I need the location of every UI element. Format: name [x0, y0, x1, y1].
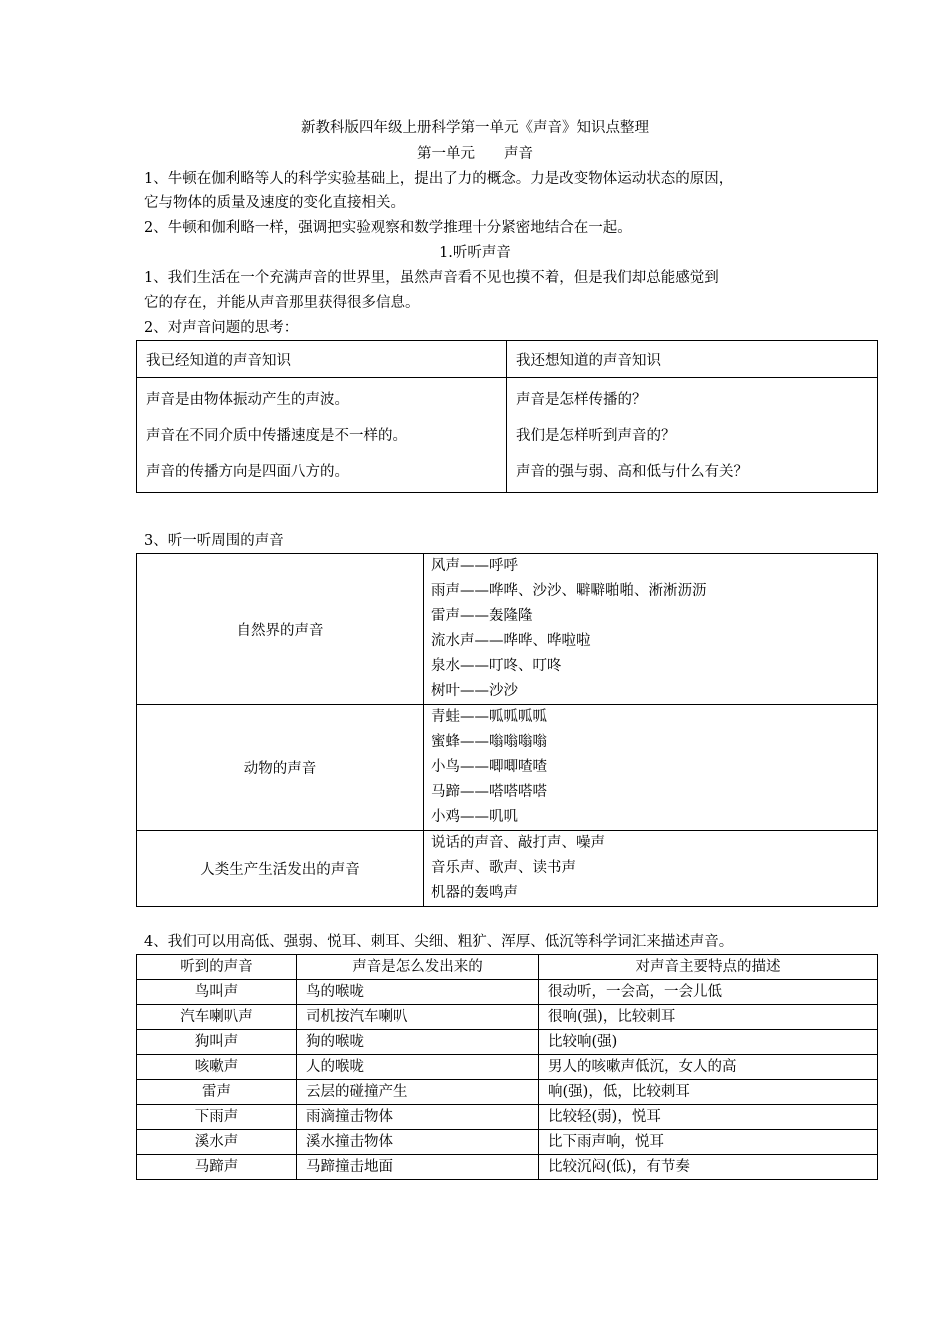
table-header-row [137, 341, 878, 378]
sound-feature-cell: 很响(强)，比较刺耳 [539, 1005, 878, 1030]
sound-name-cell: 咳嗽声 [137, 1055, 297, 1080]
table-row [137, 831, 878, 907]
para1-line-1: 1、我们生活在一个充满声音的世界里，虽然声音看不见也摸不着，但是我们却总能感觉到 [144, 270, 719, 286]
header-heard-sound: 听到的声音 [137, 955, 297, 980]
list-item: 蜜蜂——嗡嗡嗡嗡 [431, 734, 547, 750]
known-item: 声音是由物体振动产生的声波。 [146, 392, 349, 408]
list-item: 马蹄——嗒嗒嗒嗒 [431, 784, 547, 800]
sound-description-table [136, 954, 878, 1180]
known-item: 声音的传播方向是四面八方的。 [146, 464, 349, 480]
sound-name-cell: 下雨声 [137, 1105, 297, 1130]
table-row [137, 554, 878, 705]
table-row [137, 378, 878, 493]
list-item: 音乐声、歌声、读书声 [431, 860, 576, 876]
sound-feature-cell: 比较沉闷(低)，有节奏 [539, 1155, 878, 1180]
document-title: 新教科版四年级上册科学第一单元《声音》知识点整理 [301, 120, 649, 136]
list-item: 泉水——叮咚、叮咚 [431, 658, 562, 674]
sound-source-cell: 溪水撞击物体 [297, 1130, 539, 1155]
sound-feature-cell: 比较轻(弱)，悦耳 [539, 1105, 878, 1130]
header-description: 对声音主要特点的描述 [539, 955, 878, 980]
intro-line-2: 它与物体的质量及速度的变化直接相关。 [144, 195, 405, 211]
want-item: 我们是怎样听到声音的？ [516, 428, 676, 444]
known-cell [137, 378, 507, 493]
items-cell [424, 554, 878, 705]
para4: 4、我们可以用高低、强弱、悦耳、刺耳、尖细、粗犷、浑厚、低沉等科学词汇来描述声音。 [144, 934, 734, 950]
known-item: 声音在不同介质中传播速度是不一样的。 [146, 428, 407, 444]
sound-feature-cell: 男人的咳嗽声低沉，女人的高 [539, 1055, 878, 1080]
list-item: 雷声——轰隆隆 [431, 608, 533, 624]
list-item: 说话的声音、敲打声、噪声 [431, 835, 605, 851]
table-row [137, 705, 878, 831]
list-item: 风声——呼呼 [431, 558, 518, 574]
want-item: 声音是怎样传播的？ [516, 392, 647, 408]
header-want: 我还想知道的声音知识 [507, 341, 878, 378]
category-cell: 动物的声音 [137, 705, 424, 831]
para1-line-2: 它的存在，并能从声音那里获得很多信息。 [144, 295, 420, 311]
header-how-produced: 声音是怎么发出来的 [297, 955, 539, 980]
sound-feature-cell: 很动听，一会高，一会儿低 [539, 980, 878, 1005]
sound-name-cell: 雷声 [137, 1080, 297, 1105]
list-item: 流水声——哗哗、哗啦啦 [431, 633, 591, 649]
list-item: 小鸡——叽叽 [431, 809, 518, 825]
want-item: 声音的强与弱、高和低与什么有关？ [516, 464, 748, 480]
list-item: 小鸟——唧唧喳喳 [431, 759, 547, 775]
table-row [137, 1130, 878, 1155]
sound-feature-cell: 比下雨声响，悦耳 [539, 1130, 878, 1155]
table-row [137, 1155, 878, 1180]
list-item: 机器的轰鸣声 [431, 885, 518, 901]
sound-source-cell: 人的喉咙 [297, 1055, 539, 1080]
want-cell [507, 378, 878, 493]
sound-knowledge-table [136, 340, 878, 493]
sound-source-cell: 马蹄撞击地面 [297, 1155, 539, 1180]
category-cell: 人类生产生活发出的声音 [137, 831, 424, 907]
table-row [137, 1055, 878, 1080]
table-row [137, 1080, 878, 1105]
sound-name-cell: 汽车喇叭声 [137, 1005, 297, 1030]
table-row [137, 1105, 878, 1130]
sound-source-cell: 雨滴撞击物体 [297, 1105, 539, 1130]
list-item: 雨声——哗哗、沙沙、噼噼啪啪、淅淅沥沥 [431, 583, 707, 599]
sound-name-cell: 溪水声 [137, 1130, 297, 1155]
sound-feature-cell: 响(强)，低，比较刺耳 [539, 1080, 878, 1105]
unit-title: 第一单元 声音 [417, 146, 533, 162]
list-item: 青蛙——呱呱呱呱 [431, 709, 547, 725]
sound-source-cell: 云层的碰撞产生 [297, 1080, 539, 1105]
sound-source-cell: 狗的喉咙 [297, 1030, 539, 1055]
sound-source-cell: 鸟的喉咙 [297, 980, 539, 1005]
intro-line-1: 1、牛顿在伽利略等人的科学实验基础上，提出了力的概念。力是改变物体运动状态的原因， [144, 171, 734, 187]
table-row [137, 1005, 878, 1030]
list-item: 树叶——沙沙 [431, 683, 518, 699]
para3: 3、听一听周围的声音 [144, 533, 284, 549]
para2: 2、对声音问题的思考： [144, 320, 299, 336]
sound-source-cell: 司机按汽车喇叭 [297, 1005, 539, 1030]
sound-name-cell: 鸟叫声 [137, 980, 297, 1005]
table-row [137, 980, 878, 1005]
surrounding-sounds-table [136, 553, 878, 907]
items-cell [424, 831, 878, 907]
sound-feature-cell: 比较响(强) [539, 1030, 878, 1055]
table-row [137, 1030, 878, 1055]
intro-line-3: 2、牛顿和伽利略一样，强调把实验观察和数学推理十分紧密地结合在一起。 [144, 220, 632, 236]
sound-name-cell: 马蹄声 [137, 1155, 297, 1180]
table-header-row [137, 955, 878, 980]
items-cell [424, 705, 878, 831]
category-cell: 自然界的声音 [137, 554, 424, 705]
lesson-title: 1.听听声音 [439, 245, 511, 261]
header-known: 我已经知道的声音知识 [137, 341, 507, 378]
sound-name-cell: 狗叫声 [137, 1030, 297, 1055]
